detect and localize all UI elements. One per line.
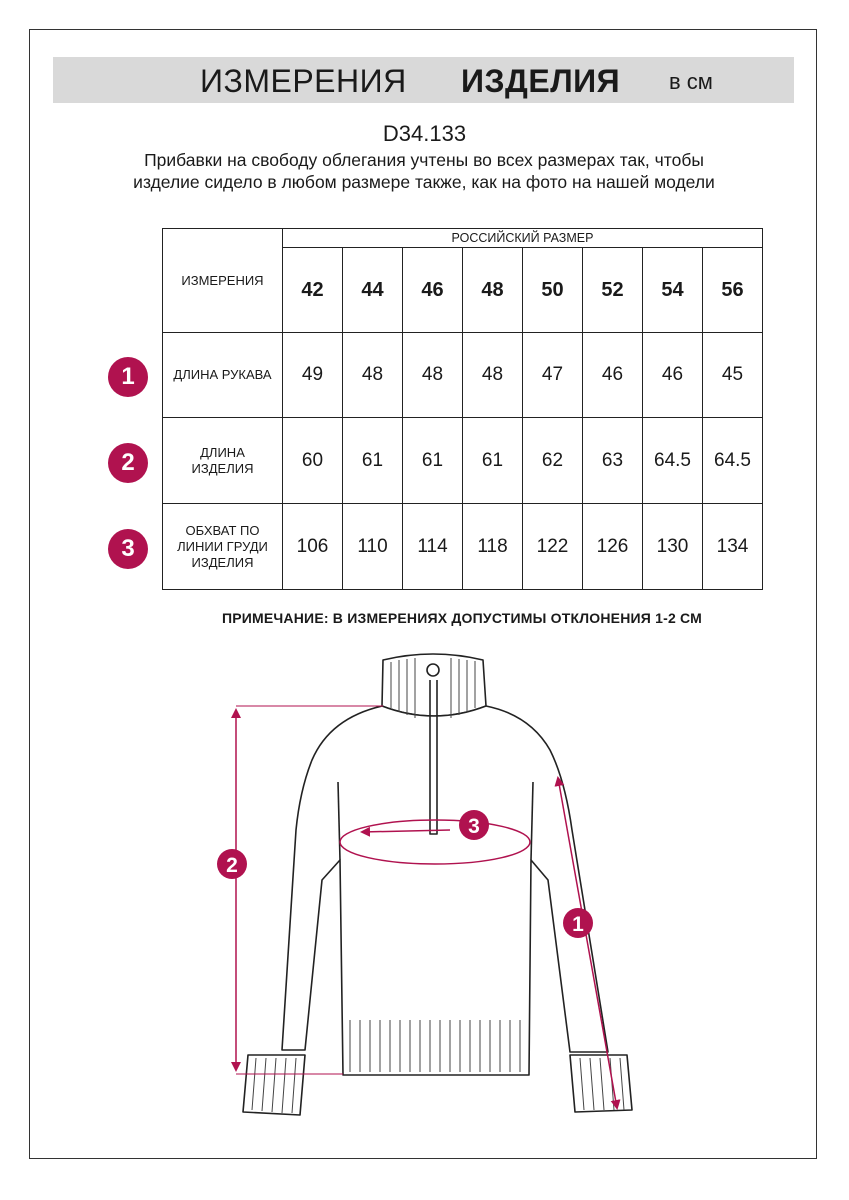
table-cell: 48 [463, 333, 523, 418]
table-cell: 64.5 [643, 418, 703, 504]
table-cell: 134 [703, 504, 763, 590]
table-cell: 118 [463, 504, 523, 590]
tolerance-note: ПРИМЕЧАНИЕ: В ИЗМЕРЕНИЯХ ДОПУСТИМЫ ОТКЛОНЕНИЯ 1-2 СМ [221, 610, 703, 626]
size-header: 54 [643, 248, 703, 333]
table-cell: 60 [283, 418, 343, 504]
size-header: 44 [343, 248, 403, 333]
table-cell: 114 [403, 504, 463, 590]
marker-badge-1: 1 [108, 357, 148, 397]
table-cell: 46 [643, 333, 703, 418]
table-cell: 63 [583, 418, 643, 504]
table-cell: 130 [643, 504, 703, 590]
table-cell: 48 [403, 333, 463, 418]
table-cell: 122 [523, 504, 583, 590]
marker-badge-2: 2 [108, 443, 148, 483]
size-header: 56 [703, 248, 763, 333]
table-cell: 61 [463, 418, 523, 504]
russian-size-header: РОССИЙСКИЙ РАЗМЕР [283, 229, 763, 248]
title-unit: в см [669, 69, 713, 94]
table-cell: 61 [343, 418, 403, 504]
size-header: 46 [403, 248, 463, 333]
size-header: 52 [583, 248, 643, 333]
size-header: 50 [523, 248, 583, 333]
table-cell: 45 [703, 333, 763, 418]
table-cell: 62 [523, 418, 583, 504]
row-label-product-length: ДЛИНА ИЗДЕЛИЯ [163, 418, 283, 504]
size-header: 42 [283, 248, 343, 333]
diagram-marker-1: 1 [572, 913, 584, 936]
marker-badge-3: 3 [108, 529, 148, 569]
diagram-marker-2: 2 [226, 854, 238, 877]
corner-label: ИЗМЕРЕНИЯ [163, 229, 283, 333]
table-cell: 47 [523, 333, 583, 418]
size-header: 48 [463, 248, 523, 333]
table-cell: 48 [343, 333, 403, 418]
table-cell: 64.5 [703, 418, 763, 504]
fit-description: Прибавки на свободу облегания учтены во всех размерах так, чтобы изделие сидело в любом размере также, как на фото на нашей модели [133, 150, 715, 192]
article-code: D34.133 [382, 121, 467, 146]
sweater-outline [243, 654, 632, 1115]
table-cell: 49 [283, 333, 343, 418]
row-label-sleeve-length: ДЛИНА РУКАВА [163, 333, 283, 418]
title-word-measurements: ИЗМЕРЕНИЯ [200, 63, 407, 99]
row-label-chest-girth: ОБХВАТ ПО ЛИНИИ ГРУДИ ИЗДЕЛИЯ [163, 504, 283, 590]
diagram-marker-3: 3 [468, 815, 480, 838]
table-cell: 46 [583, 333, 643, 418]
table-cell: 61 [403, 418, 463, 504]
title-word-product: ИЗДЕЛИЯ [461, 63, 621, 99]
table-cell: 110 [343, 504, 403, 590]
table-cell: 126 [583, 504, 643, 590]
table-cell: 106 [283, 504, 343, 590]
